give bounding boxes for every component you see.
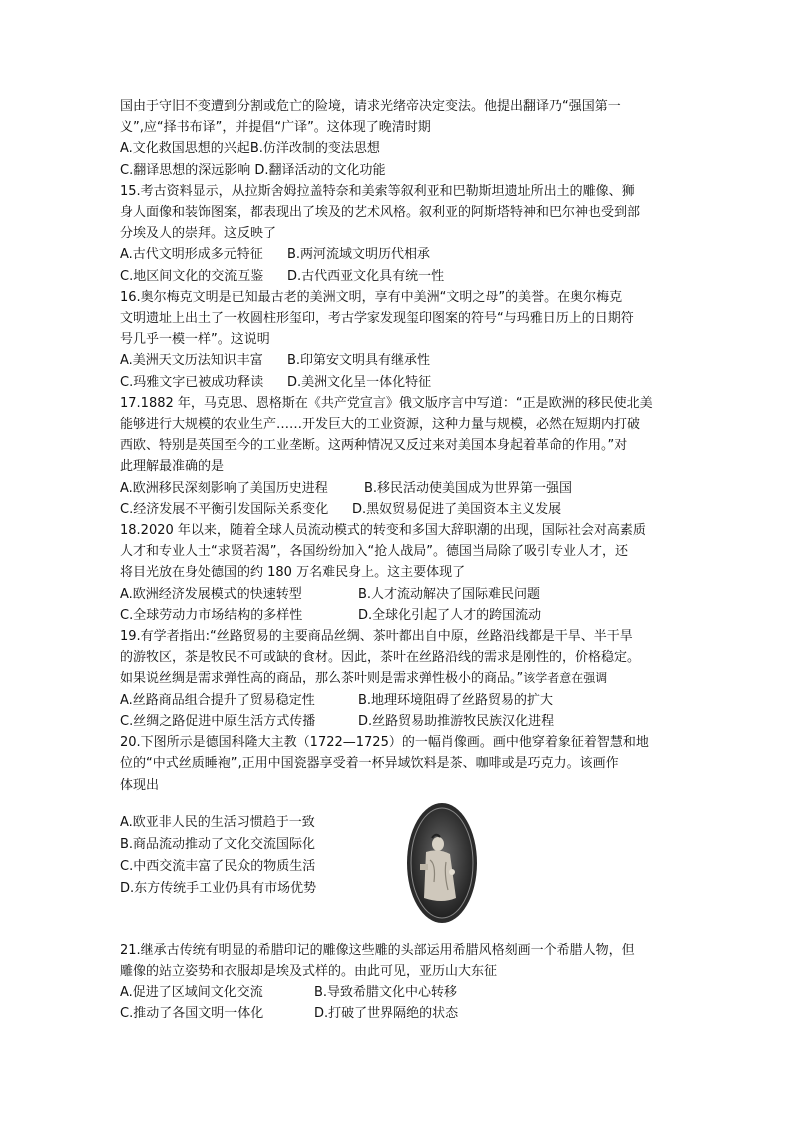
q18-options-row1	[120, 584, 690, 605]
q21-options-row1	[120, 982, 690, 1003]
q19-stem-line3-tail: 该学者意在强调	[523, 671, 608, 686]
q17-stem-line3: 西欧、特别是英国至今的工业垄断。这两种情况又反过来对美国本身起着革命的作用。”对	[120, 438, 628, 454]
exam-page	[120, 96, 690, 1025]
q17-option-c[interactable]: C.经济发展不平衡引发国际关系变化	[120, 501, 329, 517]
q18-stem-line3: 将目光放在身处德国的约 180 万名难民身上。这主要体现了	[120, 565, 466, 581]
q19-options-row1	[120, 690, 690, 711]
q16-option-b[interactable]: B.印第安文明具有继承性	[287, 353, 431, 369]
q15-stem-line3: 分埃及人的崇拜。这反映了	[120, 226, 277, 242]
q20-options-and-image	[120, 802, 690, 940]
q21-stem-line1: 21.继承古传统有明显的希腊印记的雕像这些雕的头部运用希腊风格刻画一个希腊人物，但	[120, 942, 635, 958]
q16-option-d[interactable]: D.美洲文化呈一体化特征	[287, 374, 432, 390]
q17-options-row1	[120, 478, 690, 499]
q21-stem-line2: 雕像的站立姿势和衣服却是埃及式样的。由此可见，亚历山大东征	[120, 963, 498, 979]
q15-option-c[interactable]: C.地区间文化的交流互鉴	[120, 268, 264, 284]
q15-stem-line1: 15.考古资料显示，从拉斯舍姆拉盖特奈和美索等叙利亚和巴勒斯坦遗址所出土的雕像、狮	[120, 183, 635, 199]
q19-option-c[interactable]: C.丝绸之路促进中原生活方式传播	[120, 713, 316, 729]
q17-stem-line2: 能够进行大规模的农业生产……开发巨大的工业资源，这种力量与规模，必然在短期内打破	[120, 417, 641, 433]
q18-option-a[interactable]: A.欧洲经济发展模式的快速转型	[120, 586, 302, 602]
q21-options-row2	[120, 1003, 690, 1024]
q17-stem-line4: 此理解最准确的是	[120, 459, 225, 475]
q20-option-b[interactable]: B.商品流动推动了文化交流国际化	[120, 836, 316, 852]
q16-option-a[interactable]: A.美洲天文历法知识丰富	[120, 353, 263, 369]
q17-option-b[interactable]: B.移民活动使美国成为世界第一强国	[364, 480, 573, 496]
q18-option-b[interactable]: B.人才流动解决了国际难民问题	[358, 586, 541, 602]
q20-options	[120, 812, 380, 900]
q20-option-c[interactable]: C.中西交流丰富了民众的物质生活	[120, 858, 316, 874]
q18-option-c[interactable]: C.全球劳动力市场结构的多样性	[120, 607, 303, 623]
q15-options-row2	[120, 266, 690, 287]
q19-stem-line1: 19.有学者指出:“丝路贸易的主要商品丝绸、茶叶都出自中原，丝路沿线都是干旱、半干旱	[120, 629, 633, 645]
q18-option-d[interactable]: D.全球化引起了人才的跨国流动	[358, 607, 542, 623]
q18-options-row2	[120, 605, 690, 626]
q20-stem-line1: 20.下图所示是德国科隆大主教（1722—1725）的一幅肖像画。画中他穿着象征着智慧和地	[120, 735, 649, 751]
q14-option-d[interactable]: D.翻译活动的文化功能	[254, 162, 386, 178]
q15-stem-line2: 身人面像和装饰图案，都表现出了埃及的艺术风格。叙利亚的阿斯塔特神和巴尔神也受到部	[120, 205, 641, 221]
q21-option-d[interactable]: D.打破了世界隔绝的状态	[314, 1006, 459, 1022]
q21-option-b[interactable]: B.导致希腊文化中心转移	[314, 985, 458, 1001]
q16-stem-line2: 文明遗址上出土了一枚圆柱形玺印，考古学家发现玺印图案的符号“与玛雅日历上的日期符	[120, 311, 634, 327]
q17-options-row2	[120, 499, 690, 520]
q19-option-b[interactable]: B.地理环境阻碍了丝路贸易的扩大	[358, 692, 554, 708]
q17-stem-line1: 17.1882 年，马克思、恩格斯在《共产党宣言》俄文版序言中写道：“正是欧洲的移民使北美	[120, 395, 653, 411]
q21-option-a[interactable]: A.促进了区域间文化交流	[120, 985, 263, 1001]
q16-option-c[interactable]: C.玛雅文字已被成功释读	[120, 374, 264, 390]
q18-stem-line2: 人才和专业人士“求贤若渴”，各国纷纷加入“抢人战局”。德国当局除了吸引专业人才，还	[120, 544, 628, 560]
q16-options-row2	[120, 372, 690, 393]
q16-options-row1	[120, 350, 690, 371]
q21-option-c[interactable]: C.推动了各国文明一体化	[120, 1006, 264, 1022]
q17-option-d[interactable]: D.黑奴贸易促进了美国资本主义发展	[352, 501, 562, 517]
q19-option-a[interactable]: A.丝路商品组合提升了贸易稳定性	[120, 692, 315, 708]
q14-options-row2	[120, 160, 690, 181]
q19-stem-line2: 的游牧区，茶是牧民不可或缺的食材。因此，茶叶在丝路沿线的需求是刚性的，价格稳定。	[120, 650, 641, 666]
q19-option-d[interactable]: D.丝路贸易助推游牧民族汉化进程	[358, 713, 555, 729]
q18-stem-line1: 18.2020 年以来，随着全球人员流动模式的转变和多国大辞职潮的出现，国际社会对高素质	[120, 523, 646, 539]
q14-option-b[interactable]: B.仿洋改制的变法思想	[249, 141, 380, 157]
archbishop-portrait-image	[406, 802, 478, 924]
q14-options-row1	[120, 138, 690, 159]
q16-stem-line3: 号几乎一模一样”。这说明	[120, 332, 270, 348]
q19-options-row2	[120, 711, 690, 732]
q14-stem-line2: 义”,应“择书布译”，并提倡“广译”。这体现了晚清时期	[120, 120, 431, 136]
q20-option-d[interactable]: D.东方传统手工业仍具有市场优势	[120, 880, 317, 896]
q15-option-a[interactable]: A.古代文明形成多元特征	[120, 247, 263, 263]
q14-option-c[interactable]: C.翻译思想的深远影响	[120, 162, 251, 178]
q20-stem-line3: 体现出	[120, 777, 160, 793]
q15-option-d[interactable]: D.古代西亚文化具有统一性	[287, 268, 445, 284]
q19-stem-line3-main: 如果说丝绸是需求弹性高的商品，那么茶叶则是需求弹性极小的商品。”	[120, 671, 524, 687]
q15-option-b[interactable]: B.两河流域文明历代相承	[287, 247, 431, 263]
q20-stem-line2: 位的“中式丝质睡袍”,正用中国瓷器享受着一杯异域饮料是茶、咖啡或是巧克力。该画作	[120, 756, 619, 772]
q15-options-row1	[120, 244, 690, 265]
q14-stem-line1: 国由于守旧不变遭到分割或危亡的险境，请求光绪帝决定变法。他提出翻译乃“强国第一	[120, 99, 621, 114]
q20-option-a[interactable]: A.欧亚非人民的生活习惯趋于一致	[120, 814, 315, 830]
q16-stem-line1: 16.奥尔梅克文明是已知最古老的美洲文明，享有中美洲“文明之母”的美誉。在奥尔梅克	[120, 289, 623, 305]
q17-option-a[interactable]: A.欧洲移民深刻影响了美国历史进程	[120, 480, 328, 496]
q14-option-a[interactable]: A.文化救国思想的兴起	[120, 141, 250, 157]
q19-stem-line3	[120, 668, 690, 689]
